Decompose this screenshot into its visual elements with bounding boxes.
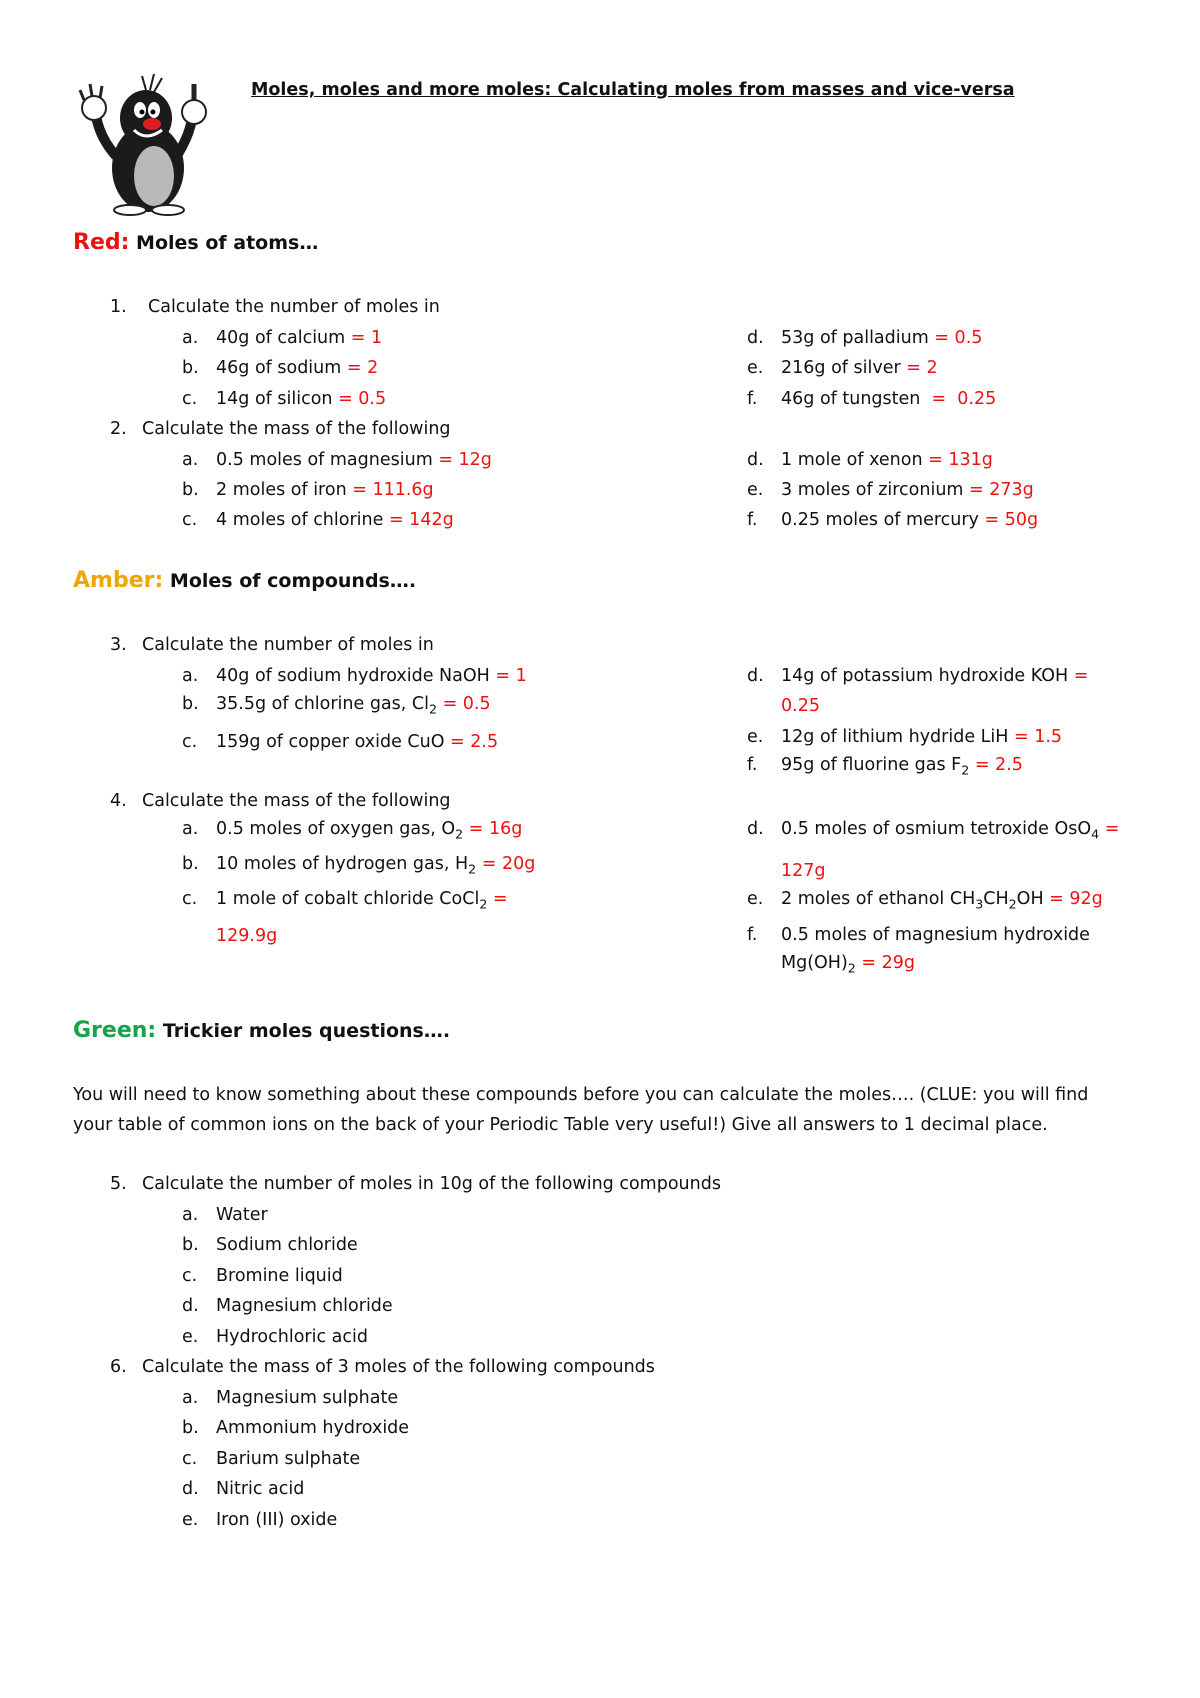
q4-item-a (182, 819, 523, 842)
question-text: Calculate the mass of 3 moles of the following compounds (142, 1357, 655, 1377)
q1-item-f (747, 389, 996, 409)
item-letter: b. (182, 358, 199, 378)
subscript: 2 (1008, 896, 1017, 912)
item-text: Bromine liquid (216, 1266, 343, 1286)
item-text: Ammonium hydroxide (216, 1418, 410, 1438)
item-letter: c. (182, 889, 198, 909)
item-letter: d. (747, 328, 764, 348)
item-letter: c. (182, 510, 198, 530)
item-text: 14g of silicon (216, 389, 333, 409)
q3-item-f (747, 755, 1023, 778)
answer: = 0.5 (437, 694, 491, 714)
answer: = (1099, 819, 1120, 839)
item-letter: e. (747, 889, 764, 909)
item-letter: b. (182, 1235, 199, 1255)
answer: = (1068, 666, 1089, 686)
page-title: Moles, moles and more moles: Calculating moles from masses and vice-versa (251, 80, 1015, 100)
item-letter: c. (182, 389, 198, 409)
item-letter: b. (182, 694, 199, 714)
q1-item-d (747, 328, 982, 348)
item-text: 1 mole of cobalt chloride CoCl (216, 889, 480, 909)
green-heading-text: Trickier moles questions…. (162, 1020, 451, 1042)
q6-item-a (182, 1388, 398, 1408)
q3-item-a (182, 666, 527, 686)
answer: = 0.5 (332, 389, 387, 409)
answer: = 50g (978, 510, 1039, 530)
question-number: 3. (110, 635, 127, 655)
answer: = 29g (855, 953, 915, 973)
item-letter: e. (182, 1327, 199, 1347)
item-text: 0.5 moles of osmium tetroxide OsO (781, 819, 1092, 839)
item-text: 14g of potassium hydroxide KOH (781, 666, 1069, 686)
subscript: 2 (455, 826, 464, 842)
question-number: 2. (110, 419, 127, 439)
q5-item-a (182, 1205, 268, 1225)
answer: = 0.25 (920, 389, 997, 409)
question-4 (110, 791, 451, 811)
q3-item-b (182, 694, 491, 717)
q2-item-b (182, 480, 434, 500)
item-letter: d. (747, 666, 764, 686)
answer: = 1 (489, 666, 527, 686)
question-1 (110, 297, 440, 317)
answer: = 12g (432, 450, 492, 470)
green-label: Green: (73, 1018, 157, 1043)
q6-item-c (182, 1449, 360, 1469)
item-text: 0.25 moles of mercury (781, 510, 979, 530)
item-letter: c. (182, 732, 198, 752)
item-letter: f. (747, 925, 758, 945)
item-letter: a. (182, 1388, 199, 1408)
subscript: 2 (961, 762, 970, 778)
q4-item-c (182, 889, 508, 912)
item-text: 46g of tungsten (781, 389, 921, 409)
q6-item-d (182, 1479, 304, 1499)
q2-item-d (747, 450, 993, 470)
item-text: 4 moles of chlorine (216, 510, 384, 530)
answer: = 16g (463, 819, 523, 839)
item-letter: a. (182, 666, 199, 686)
answer: = 0.5 (928, 328, 983, 348)
item-letter: f. (747, 510, 758, 530)
q1-item-a (182, 328, 382, 348)
item-text: Barium sulphate (216, 1449, 361, 1469)
item-letter: f. (747, 755, 758, 775)
item-letter: e. (182, 1510, 199, 1530)
item-text: 53g of palladium (781, 328, 929, 348)
answer: = 142g (383, 510, 454, 530)
item-text: 2 moles of ethanol CH (781, 889, 976, 909)
item-text: 0.5 moles of magnesium hydroxide (781, 925, 1090, 945)
mole-mascot-illustration (70, 68, 230, 216)
item-letter: e. (747, 727, 764, 747)
q1-item-e (747, 358, 938, 378)
q4-item-f (747, 925, 1090, 945)
answer: = 2 (341, 358, 379, 378)
q3-item-d (747, 666, 1088, 686)
item-letter: a. (182, 450, 199, 470)
q2-item-c (182, 510, 454, 530)
item-text: Iron (III) oxide (216, 1510, 338, 1530)
amber-section-heading (73, 568, 416, 593)
question-text: Calculate the number of moles in (148, 297, 440, 317)
subscript: 2 (428, 701, 437, 717)
red-label: Red: (73, 230, 130, 255)
answer: = 273g (963, 480, 1034, 500)
q4-item-c-answer-cont: 129.9g (216, 926, 278, 946)
red-heading-text: Moles of atoms… (136, 232, 319, 254)
subscript: 3 (975, 896, 984, 912)
answer: = 92g (1043, 889, 1103, 909)
q6-item-e (182, 1510, 337, 1530)
green-instructions: You will need to know something about these compounds before you can calculate the moles…. (CLUE: you will find your table of common ions on the back of your Periodic Table very useful!) Give all answers to 1 decimal place. (73, 1085, 1089, 1135)
q6-item-b (182, 1418, 409, 1438)
subscript: 4 (1091, 826, 1100, 842)
item-letter: e. (747, 358, 764, 378)
item-text: 1 mole of xenon (781, 450, 923, 470)
q2-item-e (747, 480, 1034, 500)
item-text: 95g of fluorine gas F (781, 755, 962, 775)
item-letter: c. (182, 1449, 198, 1469)
q2-item-a (182, 450, 492, 470)
q4-item-d-answer-cont: 127g (781, 861, 826, 881)
answer: = 20g (476, 854, 536, 874)
answer: = 131g (922, 450, 993, 470)
answer: = 2.5 (444, 732, 499, 752)
item-letter: b. (182, 480, 199, 500)
answer: = 2 (900, 358, 938, 378)
amber-label: Amber: (73, 568, 164, 593)
answer: = 1 (345, 328, 383, 348)
answer: = (487, 889, 508, 909)
question-number: 4. (110, 791, 127, 811)
q5-item-e (182, 1327, 368, 1347)
item-text: Magnesium chloride (216, 1296, 393, 1316)
q4-item-e (747, 889, 1103, 912)
item-text: 0.5 moles of oxygen gas, O (216, 819, 456, 839)
q5-item-d (182, 1296, 393, 1316)
subscript: 2 (847, 960, 856, 976)
question-2 (110, 419, 451, 439)
q4-item-d (747, 819, 1120, 842)
answer: = 1.5 (1008, 727, 1063, 747)
question-5 (110, 1174, 721, 1194)
subscript: 2 (479, 896, 488, 912)
item-text: Water (216, 1205, 268, 1225)
item-text: 12g of lithium hydride LiH (781, 727, 1009, 747)
item-letter: d. (182, 1479, 199, 1499)
item-text: 216g of silver (781, 358, 901, 378)
question-3 (110, 635, 434, 655)
item-text: 40g of calcium (216, 328, 346, 348)
question-6 (110, 1357, 655, 1377)
item-text: 10 moles of hydrogen gas, H (216, 854, 469, 874)
item-text: 2 moles of iron (216, 480, 347, 500)
item-text: 40g of sodium hydroxide NaOH (216, 666, 490, 686)
item-letter: a. (182, 819, 199, 839)
item-text: OH (1016, 889, 1044, 909)
answer: = 2.5 (969, 755, 1023, 775)
item-text: 46g of sodium (216, 358, 342, 378)
q4-item-f-cont (781, 953, 915, 976)
item-letter: a. (182, 328, 199, 348)
item-letter: d. (182, 1296, 199, 1316)
item-letter: b. (182, 1418, 199, 1438)
q3-item-c (182, 732, 498, 752)
item-text: 0.5 moles of magnesium (216, 450, 433, 470)
q5-item-b (182, 1235, 358, 1255)
subscript: 2 (468, 861, 477, 877)
item-text: 35.5g of chlorine gas, Cl (216, 694, 429, 714)
question-text: Calculate the number of moles in (142, 635, 434, 655)
question-number: 6. (110, 1357, 127, 1377)
question-number: 5. (110, 1174, 127, 1194)
item-letter: e. (747, 480, 764, 500)
q3-item-d-answer-cont: 0.25 (781, 696, 820, 716)
green-section-heading (73, 1018, 450, 1043)
item-letter: d. (747, 450, 764, 470)
item-text: Nitric acid (216, 1479, 305, 1499)
item-text: Sodium chloride (216, 1235, 358, 1255)
answer: = 111.6g (346, 480, 434, 500)
item-text: 159g of copper oxide CuO (216, 732, 445, 752)
question-number: 1. (110, 297, 127, 317)
item-text: Mg(OH) (781, 953, 848, 973)
q1-item-c (182, 389, 386, 409)
item-letter: a. (182, 1205, 199, 1225)
amber-heading-text: Moles of compounds…. (169, 570, 417, 592)
q1-item-b (182, 358, 378, 378)
item-letter: d. (747, 819, 764, 839)
item-text: 3 moles of zirconium (781, 480, 964, 500)
q4-item-b (182, 854, 536, 877)
q2-item-f (747, 510, 1038, 530)
item-letter: b. (182, 854, 199, 874)
item-text: Hydrochloric acid (216, 1327, 368, 1347)
item-letter: f. (747, 389, 758, 409)
q3-item-e (747, 727, 1062, 747)
item-letter: c. (182, 1266, 198, 1286)
item-text: CH (983, 889, 1009, 909)
question-text: Calculate the mass of the following (142, 419, 451, 439)
q5-item-c (182, 1266, 343, 1286)
question-text: Calculate the number of moles in 10g of the following compounds (142, 1174, 721, 1194)
red-section-heading (73, 230, 318, 255)
question-text: Calculate the mass of the following (142, 791, 451, 811)
item-text: Magnesium sulphate (216, 1388, 399, 1408)
